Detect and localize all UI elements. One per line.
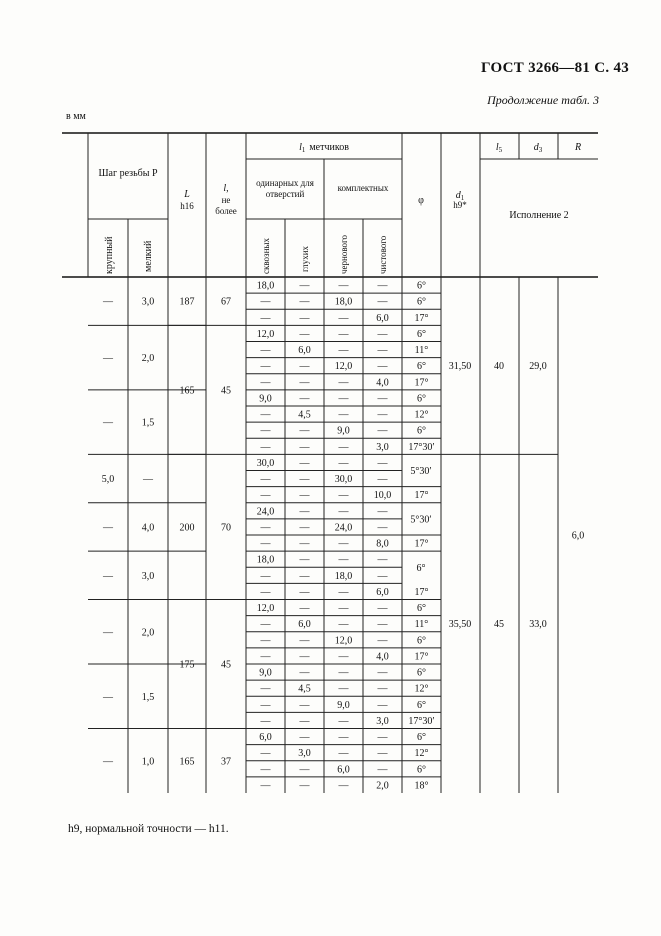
table-cell: 4,5 xyxy=(298,683,311,695)
table-cell: — xyxy=(260,651,271,663)
R-value: 6,0 xyxy=(571,530,585,542)
header-coarse: крупный xyxy=(104,236,115,274)
table-cell: — xyxy=(260,474,271,486)
header-fine: мелкий xyxy=(143,240,154,272)
l-value: 45 xyxy=(221,385,231,397)
table-cell: — xyxy=(338,748,349,760)
table-cell: — xyxy=(377,554,388,566)
table-cell: — xyxy=(338,280,349,292)
table-cell: — xyxy=(377,474,388,486)
table-cell: — xyxy=(299,474,310,486)
table-cell: — xyxy=(299,780,310,792)
table-cell: — xyxy=(299,457,310,469)
table-cell: — xyxy=(299,377,310,389)
table-cell: — xyxy=(377,699,388,711)
header-d1: $d_1$ xyxy=(455,190,465,202)
table-cell: 6° xyxy=(417,732,426,744)
header-l-bolee: более xyxy=(215,206,237,216)
pitch-fine-value: 3,0 xyxy=(141,296,155,308)
pitch-coarse-value: — xyxy=(103,756,113,768)
table-cell: — xyxy=(260,699,271,711)
table-cell: — xyxy=(377,361,388,373)
pitch-coarse-value: — xyxy=(103,296,113,308)
table-cell: 6° xyxy=(417,635,426,647)
table-cell: 6,0 xyxy=(298,345,311,357)
table-cell: — xyxy=(260,441,271,453)
table-cell: 17°30′ xyxy=(408,441,435,453)
table-cell: — xyxy=(299,522,310,534)
table-cell: 12,0 xyxy=(334,361,353,373)
table-cell: — xyxy=(338,490,349,502)
table-cell: 4,0 xyxy=(376,377,389,389)
header-d3: $d_3$ xyxy=(533,142,543,154)
table-cell: — xyxy=(338,377,349,389)
table-cell: — xyxy=(299,361,310,373)
L-value: 200 xyxy=(179,522,195,534)
table-cell: 12° xyxy=(414,683,429,695)
table-cell-phi: 5°30′ xyxy=(410,514,432,526)
pitch-coarse-value: — xyxy=(103,522,113,534)
table-cell: — xyxy=(299,586,310,598)
header-l1-group: $l_1$ метчиков xyxy=(299,142,349,154)
table-cell: — xyxy=(377,522,388,534)
table-cell: 6,0 xyxy=(259,732,272,744)
table-cell: — xyxy=(338,715,349,727)
pitch-fine-value: 1,0 xyxy=(141,756,155,768)
table-cell: — xyxy=(377,280,388,292)
table-cell: 6° xyxy=(417,603,426,615)
table-cell: 3,0 xyxy=(376,715,389,727)
table-cell: 9,0 xyxy=(259,393,272,405)
table-cell: 6° xyxy=(417,280,426,292)
table-cell: — xyxy=(377,506,388,518)
L-value: 175 xyxy=(179,659,195,671)
table-cell: — xyxy=(299,715,310,727)
table-cell: — xyxy=(377,764,388,776)
table-cell: — xyxy=(260,296,271,308)
table-cell: 6,0 xyxy=(376,312,389,324)
table-cell: 4,0 xyxy=(376,651,389,663)
table-cell: — xyxy=(260,425,271,437)
table-cell: — xyxy=(377,425,388,437)
header-finish: чистового xyxy=(378,235,388,274)
table-cell: — xyxy=(338,780,349,792)
table-cell: — xyxy=(338,667,349,679)
table-cell: — xyxy=(377,570,388,582)
table-cell: — xyxy=(260,619,271,631)
table-cell: 17° xyxy=(414,586,429,598)
pitch-fine-value: 1,5 xyxy=(141,691,155,703)
l-value: 67 xyxy=(221,296,231,308)
table-cell: 3,0 xyxy=(376,441,389,453)
table-cell: 6° xyxy=(417,393,426,405)
table-cell: — xyxy=(299,667,310,679)
table-cell: — xyxy=(299,538,310,550)
table-cell: — xyxy=(299,280,310,292)
table-cell: — xyxy=(338,506,349,518)
table-cell: — xyxy=(260,522,271,534)
table-cell: — xyxy=(338,538,349,550)
table-cell: — xyxy=(260,538,271,550)
table-cell: — xyxy=(299,441,310,453)
header-version: Исполнение 2 xyxy=(509,210,569,221)
table-cell: 18,0 xyxy=(334,570,353,582)
table-cell: — xyxy=(338,409,349,421)
pitch-fine-value: — xyxy=(143,474,153,486)
table-cell: 12° xyxy=(414,748,429,760)
pitch-fine-value: 3,0 xyxy=(141,570,155,582)
table-cell: — xyxy=(299,699,310,711)
table-cell: 17° xyxy=(414,377,429,389)
pitch-coarse-value: — xyxy=(103,627,113,639)
header-L: L xyxy=(184,189,190,200)
table-cell: — xyxy=(338,457,349,469)
table-cell: — xyxy=(299,296,310,308)
table-cell: 6,0 xyxy=(298,619,311,631)
table-cell: — xyxy=(377,667,388,679)
d1-value: 35,50 xyxy=(448,619,472,631)
table-cell: — xyxy=(260,764,271,776)
table-cell: — xyxy=(338,732,349,744)
table-cell: 12,0 xyxy=(256,603,275,615)
table-cell: — xyxy=(260,715,271,727)
pitch-fine-value: 2,0 xyxy=(141,627,155,639)
table-cell: 18,0 xyxy=(256,280,275,292)
table-cell: — xyxy=(377,619,388,631)
table-cell: — xyxy=(338,345,349,357)
table-cell: — xyxy=(377,393,388,405)
table-cell-phi: 5°30′ xyxy=(410,466,432,477)
table-cell: — xyxy=(260,683,271,695)
header-phi: φ xyxy=(418,195,424,206)
table-cell: — xyxy=(299,732,310,744)
table-cell: 6,0 xyxy=(376,586,389,598)
table-cell: — xyxy=(338,312,349,324)
table-cell: 6° xyxy=(417,667,426,679)
table-cell: 12,0 xyxy=(256,328,275,340)
header-L-tolerance: h16 xyxy=(180,201,194,211)
pitch-coarse-value: — xyxy=(103,417,113,429)
table-cell: — xyxy=(377,748,388,760)
table-cell: — xyxy=(260,361,271,373)
l5-value: 45 xyxy=(494,619,504,631)
d1-value: 31,50 xyxy=(448,361,472,373)
table-cell: 30,0 xyxy=(334,474,353,486)
L-value: 187 xyxy=(179,296,195,308)
table-cell: 3,0 xyxy=(298,748,311,760)
table-cell: — xyxy=(299,603,310,615)
table-cell: 17° xyxy=(414,538,429,550)
table-cell-phi: 6° xyxy=(416,562,426,574)
table-cell: — xyxy=(377,683,388,695)
table-cell: 6° xyxy=(417,296,426,308)
table-cell: — xyxy=(377,732,388,744)
L-value: 165 xyxy=(179,385,195,397)
table-cell: 17°30′ xyxy=(408,715,435,727)
table-cell: — xyxy=(377,603,388,615)
footnote: h9, нормальной точности — h11. xyxy=(68,823,229,835)
header-l: l, xyxy=(223,183,229,194)
table-cell: 18° xyxy=(414,780,429,792)
table-cell: 2,0 xyxy=(376,780,389,792)
table-cell: 18,0 xyxy=(256,554,275,566)
table-cell: — xyxy=(299,312,310,324)
table-cell: — xyxy=(338,683,349,695)
table-cell: — xyxy=(338,586,349,598)
table-cell: — xyxy=(260,570,271,582)
header-complete: комплектных xyxy=(337,183,389,193)
table-cell: 10,0 xyxy=(373,490,392,502)
pitch-fine-value: 2,0 xyxy=(141,353,155,365)
pitch-coarse-value: — xyxy=(103,570,113,582)
table-cell: — xyxy=(377,345,388,357)
header-single-2: отверстий xyxy=(265,189,305,199)
table-cell: — xyxy=(338,651,349,663)
table-cell: — xyxy=(338,619,349,631)
header-blind: глухих xyxy=(300,245,310,272)
pitch-coarse-value: 5,0 xyxy=(101,474,115,486)
d3-value: 33,0 xyxy=(529,619,547,631)
table-cell: 6° xyxy=(417,699,426,711)
table-cell: 6° xyxy=(417,361,426,373)
table-cell: 17° xyxy=(414,490,429,502)
pitch-fine-value: 4,0 xyxy=(141,522,155,534)
table-cell: 18,0 xyxy=(334,296,353,308)
l-value: 70 xyxy=(221,522,231,534)
table-cell: 17° xyxy=(414,651,429,663)
table-cell: — xyxy=(299,506,310,518)
pitch-fine-value: 1,5 xyxy=(141,417,155,429)
table-cell: — xyxy=(299,651,310,663)
page-title: ГОСТ 3266—81 С. 43 xyxy=(481,60,630,76)
table-cell: — xyxy=(338,393,349,405)
header-d1-tolerance: h9* xyxy=(453,200,467,210)
table-cell: — xyxy=(260,748,271,760)
table-cell: — xyxy=(260,635,271,647)
table-cell: 8,0 xyxy=(376,538,389,550)
table-cell: — xyxy=(299,635,310,647)
table-cell: — xyxy=(299,554,310,566)
header-single: одинарных для xyxy=(256,178,314,188)
table-cell: — xyxy=(260,490,271,502)
table-cell: — xyxy=(299,764,310,776)
table-cell: 17° xyxy=(414,312,429,324)
table-cell: — xyxy=(338,328,349,340)
table-cell: 4,5 xyxy=(298,409,311,421)
l-value: 45 xyxy=(221,659,231,671)
table-cell: 6° xyxy=(417,328,426,340)
table-cell: — xyxy=(299,570,310,582)
pitch-coarse-value: — xyxy=(103,353,113,365)
units-label: в мм xyxy=(66,111,86,122)
pitch-coarse-value: — xyxy=(103,691,113,703)
table-cell: 12,0 xyxy=(334,635,353,647)
table-cell: 24,0 xyxy=(256,506,275,518)
table-cell: — xyxy=(260,586,271,598)
table-cell: — xyxy=(338,603,349,615)
table-cell: — xyxy=(377,328,388,340)
table-cell: — xyxy=(377,635,388,647)
table-cell: — xyxy=(377,409,388,421)
header-thread-pitch: Шаг резьбы P xyxy=(98,168,158,179)
table-cell: — xyxy=(260,377,271,389)
header-through: сквозных xyxy=(261,238,271,274)
table-cell: — xyxy=(377,296,388,308)
table-cell: 30,0 xyxy=(256,457,275,469)
header-l-ne: не xyxy=(221,195,231,205)
table-cell: — xyxy=(299,393,310,405)
table-cell: — xyxy=(260,409,271,421)
l5-value: 40 xyxy=(494,361,504,373)
header-l5: $l_5$ xyxy=(495,142,503,154)
table-cell: — xyxy=(338,441,349,453)
table-cell: — xyxy=(338,554,349,566)
table-cell: — xyxy=(299,328,310,340)
table-cell: — xyxy=(299,425,310,437)
l-value: 37 xyxy=(221,756,231,768)
table-cell: 9,0 xyxy=(337,699,350,711)
table-cell: 11° xyxy=(414,619,429,631)
table-cell: 9,0 xyxy=(337,425,350,437)
table-cell: — xyxy=(260,345,271,357)
table-cell: — xyxy=(377,457,388,469)
header-rough: чернового xyxy=(339,235,349,274)
table-cell: 9,0 xyxy=(259,667,272,679)
table-cell: 6,0 xyxy=(337,764,350,776)
table-cell: 6° xyxy=(417,425,426,437)
table-cell: 24,0 xyxy=(334,522,353,534)
table-continuation-label: Продолжение табл. 3 xyxy=(487,93,599,107)
header-R: R xyxy=(574,142,582,153)
table-cell: 11° xyxy=(414,345,429,357)
table-cell: — xyxy=(260,780,271,792)
table-cell: 6° xyxy=(417,764,426,776)
L-value: 165 xyxy=(179,756,195,768)
table-cell: 12° xyxy=(414,409,429,421)
table-cell: — xyxy=(299,490,310,502)
d3-value: 29,0 xyxy=(529,361,547,373)
table-cell: — xyxy=(260,312,271,324)
